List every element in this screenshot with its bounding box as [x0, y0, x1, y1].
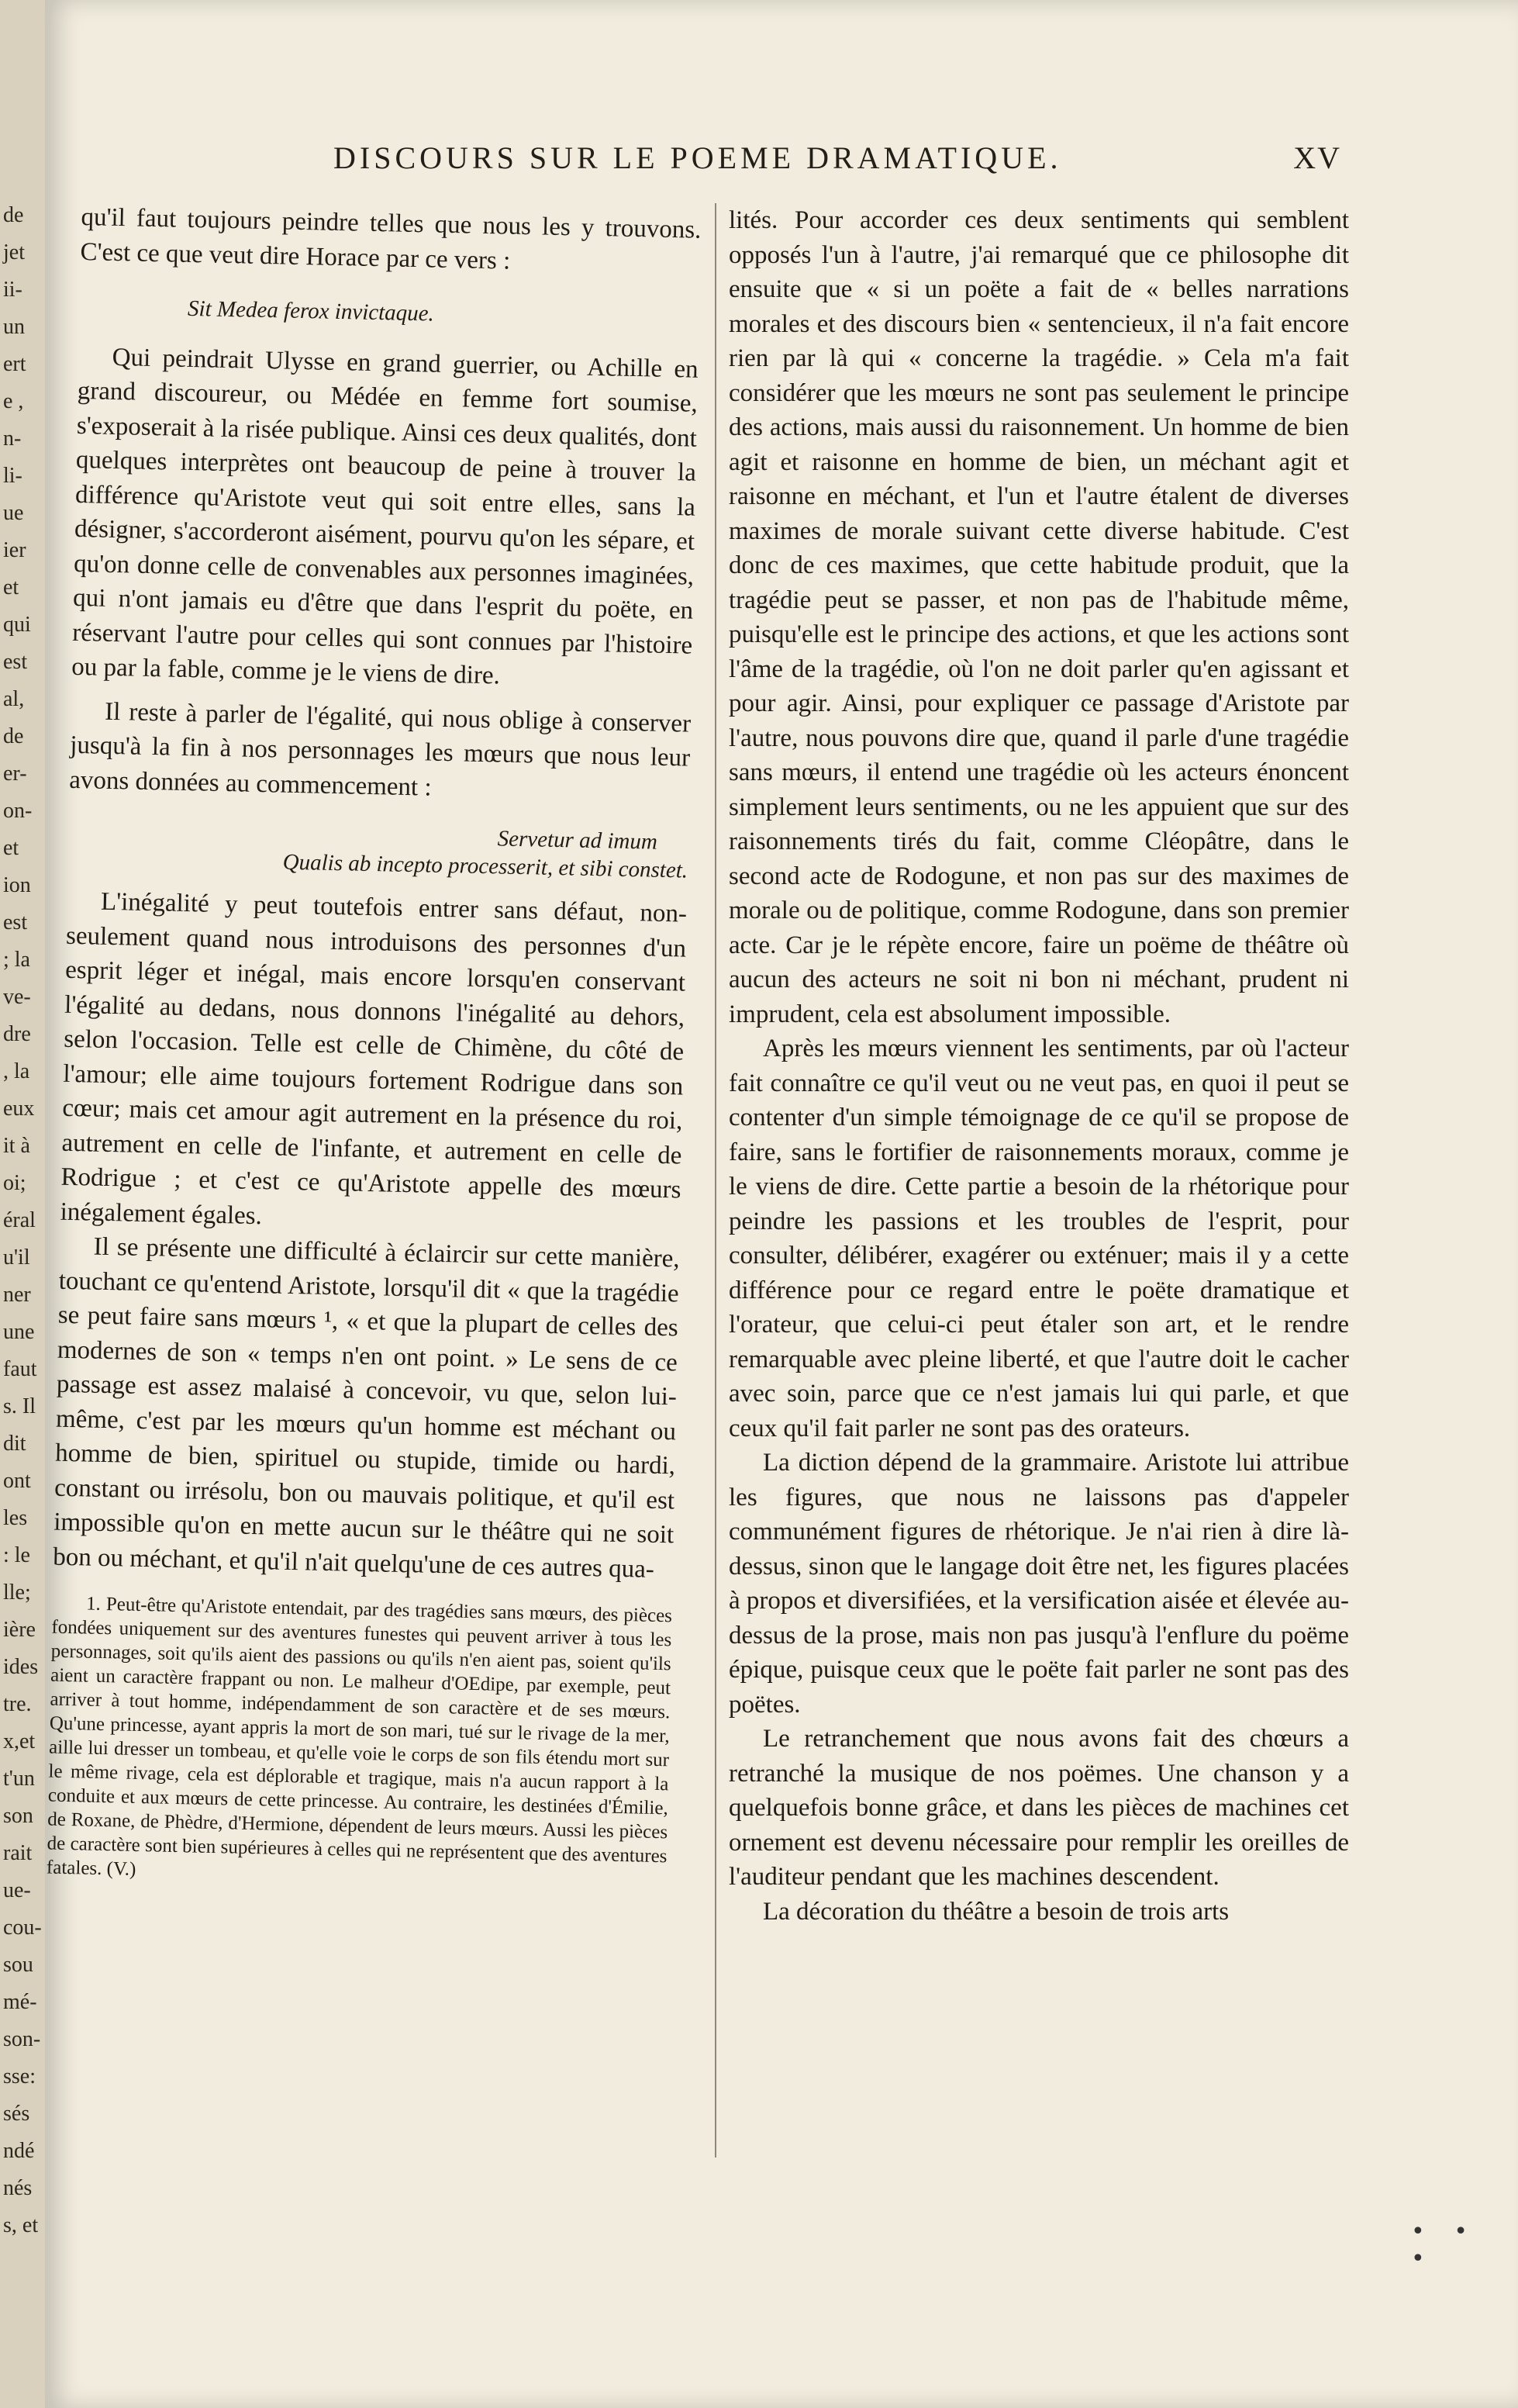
- edge-fragment: e ,: [3, 389, 24, 413]
- paragraph: lités. Pour accorder ces deux sentiments qui semblent opposés l'un à l'autre, j'ai remarqué que ce philosophe dit ensuite que « si un poëte a fait de « belles narrations morales et des discours bien « sentencieux, il n'a fait encore rien par là qui « concerne la tragédie. » Cela m'a fait considérer que les mœurs ne sont pas seulement le principe des actions, mais aussi du raisonnement. Un homme de bien agit et raisonne en homme de bien, un méchant agit et raisonne en méchant, et l'un et l'autre étalent de diverses maximes de morale suivant cette diverse habitude. C'est donc de ces maximes, que cette habitude produit, que la tragédie peut se passer, et non pas de l'habitude même, puisqu'elle est le principe des actions, et que les actions sont l'âme de la tragédie, où l'on ne doit parler qu'en agissant et pour agir. Ainsi, pour expliquer ce passage d'Aristote par l'autre, nous pouvons dire que, quand il parle d'une tragédie sans mœurs, il entend une tragédie où les acteurs énoncent simplement leurs sentiments, ou ne les appuient que sur des raisonnements tirés du fait, comme Cléopâtre, dans le second acte de Rodogune, et non pas sur des maximes de morale ou de politique, comme Rodogune, dans son premier acte. Car je le répète encore, faire un poëme de théâtre où aucun des acteurs ne soit ni bon ni méchant, prudent ni imprudent, cela est absolument impossible.: [729, 206, 1349, 1028]
- edge-fragment: de: [3, 724, 24, 748]
- edge-fragment: it à: [3, 1134, 30, 1158]
- paragraph: Le retranchement que nous avons fait des chœurs a retranché la musique de nos poëmes. Une chanson y a quelquefois bonne grâce, et dans les pièces de machines cet ornement est devenu nécessaire pour remplir les oreilles de l'auditeur pendant que les machines descendent.: [729, 1725, 1349, 1891]
- latin-quote-line: Servetur ad imum: [497, 826, 658, 855]
- edge-fragment: er-: [3, 762, 27, 786]
- right-column: [729, 203, 1349, 1929]
- edge-fragment: eux: [3, 1097, 35, 1121]
- edge-fragment: sés: [3, 2102, 30, 2126]
- paragraph: Après les mœurs viennent les sentiments, par où l'acteur fait connaître ce qu'il veut ou ne veut pas, en quoi il peut se contenter d'un simple témoignage de ce qu'il se propose de faire, sans le fortifier de raisonnements moraux, comme je le viens de dire. Cette partie a besoin de la rhétorique pour peindre les passions et les troubles de l'esprit, pour consulter, délibérer, exagérer ou exténuer; mais il y a cette différence pour ce regard entre le poëte dramatique et l'orateur, que celui-ci peut étaler son art, et le rendre remarquable avec pleine liberté, et que l'autre doit le cacher avec soin, parce que ce n'est jamais lui qui parle, et que ceux qu'il fait parler ne sont pas des orateurs.: [729, 1035, 1349, 1442]
- edge-fragment: et: [3, 836, 19, 860]
- ornament-dots: • • •: [1411, 2218, 1478, 2272]
- edge-fragment: : le: [3, 1543, 30, 1567]
- edge-fragment: jet: [3, 240, 25, 264]
- edge-fragment: ont: [3, 1469, 31, 1493]
- edge-fragment: ides: [3, 1655, 39, 1679]
- edge-fragment: mé-: [3, 1990, 37, 2014]
- running-title: DISCOURS SUR LE POEME DRAMATIQUE.: [333, 140, 1062, 175]
- edge-fragment: ert: [3, 352, 26, 376]
- edge-fragment: et: [3, 575, 19, 599]
- paragraph: L'inégalité y peut toutefois entrer sans défaut, non-seulement quand nous introduisons des personnes d'un esprit léger et inégal, mais encore lorsqu'en conservant l'égalité au dedans, nous donnons l'inégalité au dehors, selon l'occasion. Telle est celle de Chimène, du côté de l'amour; elle aime toujours fortement Rodrigue dans son cœur; mais cet amour agit autrement en la présence du roi, autrement en celle de l'infante, et autrement en celle de Rodrigue ; et c'est ce qu'Aristote appelle des mœurs inégalement égales.: [60, 887, 688, 1230]
- edge-fragment: ière: [3, 1618, 36, 1642]
- edge-fragment: son: [3, 1804, 33, 1828]
- edge-fragment: t'un: [3, 1767, 35, 1791]
- edge-fragment: on-: [3, 799, 33, 823]
- edge-fragment: ndé: [3, 2139, 35, 2163]
- latin-quote: Sit Medea ferox invictaque.: [187, 295, 435, 326]
- edge-fragment: sou: [3, 1953, 33, 1977]
- left-column: [47, 200, 702, 1892]
- latin-quote-line: Qualis ab incepto processerit, et sibi constet.: [282, 849, 688, 883]
- edge-fragment: faut: [3, 1357, 37, 1381]
- edge-fragment: cou-: [3, 1916, 42, 1940]
- edge-fragment: oi;: [3, 1171, 26, 1195]
- edge-fragment: s, et: [3, 2213, 39, 2237]
- edge-fragment: ii-: [3, 278, 22, 302]
- edge-fragment: li-: [3, 464, 22, 488]
- edge-fragment: les: [3, 1506, 28, 1530]
- paragraph: Il reste à parler de l'égalité, qui nous oblige à conserver jusqu'à la fin à nos personnages les mœurs que nous leur avons données au commencement :: [68, 697, 692, 802]
- edge-fragment: ue: [3, 501, 24, 525]
- edge-fragment: s. Il: [3, 1394, 36, 1418]
- edge-fragment: ; la: [3, 948, 30, 972]
- edge-fragment: est: [3, 910, 28, 935]
- edge-fragment: sse:: [3, 2064, 36, 2088]
- edge-fragment: al,: [3, 687, 25, 711]
- edge-fragment: un: [3, 315, 25, 339]
- footnote: 1. Peut-être qu'Aristote entendait, par des tragédies sans mœurs, des pièces fondées uniquement sur des aventures funestes qui peuvent arriver à tous les personnages, soit qu'ils aient des passions ou qu'ils n'en aient pas, soient qu'ils aient un caractère frappant ou non. Le malheur d'OEdipe, par exemple, peut arriver à tout homme, indépendamment de son caractère et de ses mœurs. Qu'une princesse, ayant appris la mort de son mari, tué sur le rivage de la mer, aille lui dresser un tombeau, et qu'elle voie le corps de son fils étendu mort sur le même rivage, cela est déplorable et tragique, mais n'a aucun rapport à la conduite et aux mœurs de cette princesse. Au contraire, les destinées d'Émilie, de Roxane, de Phèdre, d'Hermione, dépendent de leurs mœurs. Aussi les pièces de caractère sont bien supérieures à celles qui ne représentent que des aventures fatales. (V.): [46, 1593, 673, 1880]
- edge-fragment: nés: [3, 2176, 33, 2200]
- edge-fragment: x,et: [3, 1729, 36, 1753]
- paragraph: qu'il faut toujours peindre telles que nous les y trouvons. C'est ce que veut dire Horace par ce vers :: [80, 202, 702, 275]
- edge-fragment: est: [3, 650, 28, 674]
- edge-fragment: tre.: [3, 1692, 32, 1716]
- page-number: XV: [1293, 140, 1341, 175]
- edge-fragment: , la: [3, 1059, 30, 1083]
- edge-fragment: ner: [3, 1283, 31, 1307]
- edge-fragment: son-: [3, 2027, 41, 2051]
- edge-fragment: dit: [3, 1432, 26, 1456]
- paragraph: Il se présente une difficulté à éclaircir sur cette manière, touchant ce qu'entend Aristote, lorsqu'il dit « que la tragédie se peut faire sans mœurs ¹, « et que la plupart de celles des modernes de son « temps n'en ont point. » Le sens de ce passage est assez malaisé à concevoir, vu que, selon lui-même, c'est par les mœurs qu'un homme est méchant ou homme de bien, spirituel ou stupide, timide ou hardi, constant ou irrésolu, bon ou mauvais politique, et qu'il est impossible qu'on en mette aucun sur le théâtre qui ne soit bon ou méchant, et qu'il n'ait quelqu'une de ces autres qua-: [52, 1232, 680, 1584]
- edge-fragment: rait: [3, 1841, 33, 1865]
- edge-fragment: éral: [3, 1208, 36, 1232]
- edge-fragment: ier: [3, 538, 26, 562]
- edge-fragment: une: [3, 1320, 35, 1344]
- edge-fragment: dre: [3, 1022, 31, 1046]
- edge-fragment: ve-: [3, 985, 31, 1009]
- column-rule: [715, 203, 716, 2158]
- edge-fragment: ue-: [3, 1878, 31, 1902]
- edge-fragment: lle;: [3, 1581, 31, 1605]
- edge-fragment: de: [3, 203, 24, 227]
- paragraph: La décoration du théâtre a besoin de trois arts: [763, 1897, 1230, 1926]
- paragraph: La diction dépend de la grammaire. Aristote lui attribue les figures, que nous ne laissons pas d'appeler communément figures de rhétorique. Je n'ai rien à dire là-dessus, sinon que le langage doit être net, les figures placées à propos et diversifiées, et la versification aisée et élevée au-dessus de la prose, mais non pas jusqu'à l'enflure du poëme épique, puisque ceux que le poëte fait parler ne sont pas des poëtes.: [729, 1449, 1349, 1719]
- paragraph: Qui peindrait Ulysse en grand guerrier, ou Achille en grand discoureur, ou Médée en femme fort soumise, s'exposerait à la risée publique. Ainsi ces deux qualités, dont quelques interprètes ont beaucoup de peine à trouver la différence qu'Aristote veut qui soit entre elles, sans la désigner, s'accorderont aisément, pourvu qu'on les sépare, et qu'on donne celle de convenables aux personnes imaginées, qui n'ont jamais eu d'être que dans l'esprit du poëte, en réservant l'autre pour celles qui sont connues par l'histoire ou par la fable, comme je le viens de dire.: [71, 343, 699, 690]
- previous-page-edge: [0, 0, 45, 2408]
- edge-fragment: n-: [3, 427, 22, 451]
- edge-fragment: ion: [3, 873, 31, 897]
- edge-fragment: u'il: [3, 1245, 30, 1270]
- latin-quote-block: [67, 816, 688, 885]
- edge-fragment: qui: [3, 613, 31, 637]
